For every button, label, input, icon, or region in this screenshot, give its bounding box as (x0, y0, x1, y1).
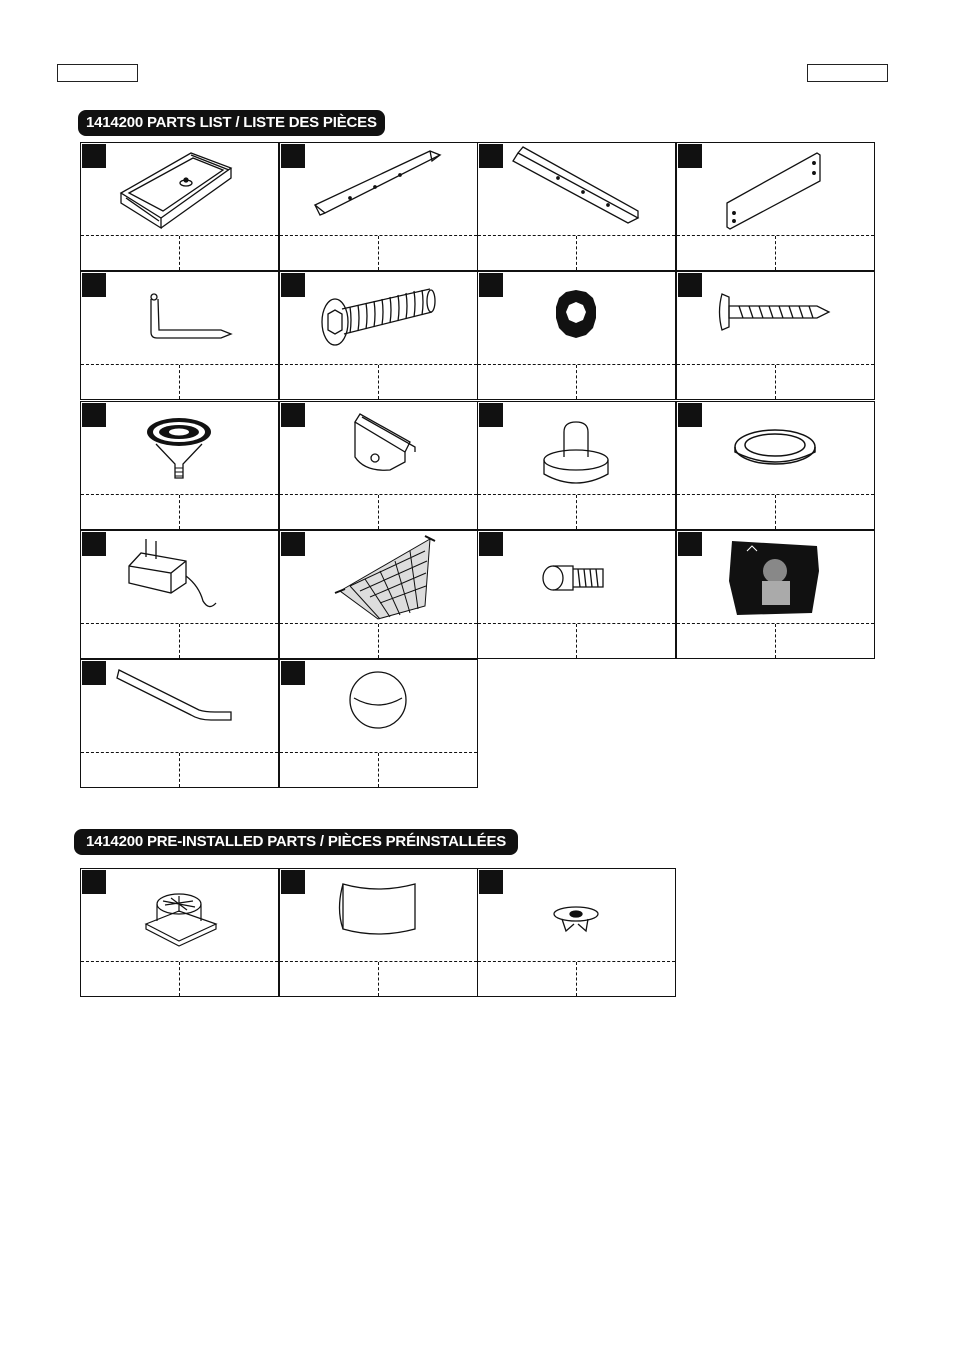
screw-icon (677, 272, 873, 364)
header-box-right (807, 64, 888, 82)
label-divider (576, 365, 577, 399)
preinstalled-part-cell (279, 868, 478, 997)
label-divider (378, 624, 379, 658)
part-cell (676, 271, 875, 400)
part-cell (80, 530, 279, 659)
table-frame-icon (81, 143, 277, 235)
parts-list-title: 1414200 PARTS LIST / LISTE DES PIÈCES (78, 110, 385, 136)
part-cell (676, 142, 875, 271)
part-cell (477, 530, 676, 659)
label-divider (179, 624, 180, 658)
side-panel-icon (677, 143, 873, 235)
power-adapter-icon (81, 531, 277, 623)
label-divider (576, 962, 577, 996)
part-cell (80, 401, 279, 530)
label-divider (775, 624, 776, 658)
part-cell (676, 401, 875, 530)
goal-bracket-icon (280, 402, 476, 494)
label-divider (179, 753, 180, 787)
label-divider (378, 365, 379, 399)
header-box-left (57, 64, 138, 82)
part-cell (80, 659, 279, 788)
curved-plate-icon (280, 869, 476, 961)
puck-ring-icon (677, 402, 873, 494)
preinstalled-part-cell (477, 868, 676, 997)
wrench-bar-icon (81, 660, 277, 752)
part-cell (477, 142, 676, 271)
washer-icon (478, 272, 674, 364)
goal-net-icon (280, 531, 476, 623)
short-bolt-icon (478, 531, 674, 623)
part-cell (80, 142, 279, 271)
leveling-foot-icon (81, 402, 277, 494)
label-divider (775, 365, 776, 399)
preinstalled-part-cell (80, 868, 279, 997)
part-cell (477, 401, 676, 530)
label-divider (576, 495, 577, 529)
label-divider (179, 236, 180, 270)
preinstalled-title: 1414200 PRE-INSTALLED PARTS / PIÈCES PRÉINSTALLÉES (74, 829, 518, 855)
hex-bolt-icon (280, 272, 476, 364)
part-cell (676, 530, 875, 659)
label-divider (576, 624, 577, 658)
allen-key-icon (81, 272, 277, 364)
label-divider (775, 236, 776, 270)
part-cell (279, 401, 478, 530)
part-cell (80, 271, 279, 400)
label-divider (378, 753, 379, 787)
label-divider (179, 962, 180, 996)
pusher-icon (478, 402, 674, 494)
label-divider (576, 236, 577, 270)
blower-fan-icon (81, 869, 277, 961)
part-cell (279, 530, 478, 659)
label-divider (378, 962, 379, 996)
part-cell (279, 142, 478, 271)
goalie-decal-icon (677, 531, 873, 623)
puck-icon (280, 660, 476, 752)
label-divider (378, 236, 379, 270)
label-divider (775, 495, 776, 529)
long-rail-2-icon (478, 143, 674, 235)
label-divider (378, 495, 379, 529)
clip-icon (478, 869, 674, 961)
part-cell (279, 659, 478, 788)
part-cell (279, 271, 478, 400)
label-divider (179, 365, 180, 399)
label-divider (179, 495, 180, 529)
long-rail-icon (280, 143, 476, 235)
part-cell (477, 271, 676, 400)
